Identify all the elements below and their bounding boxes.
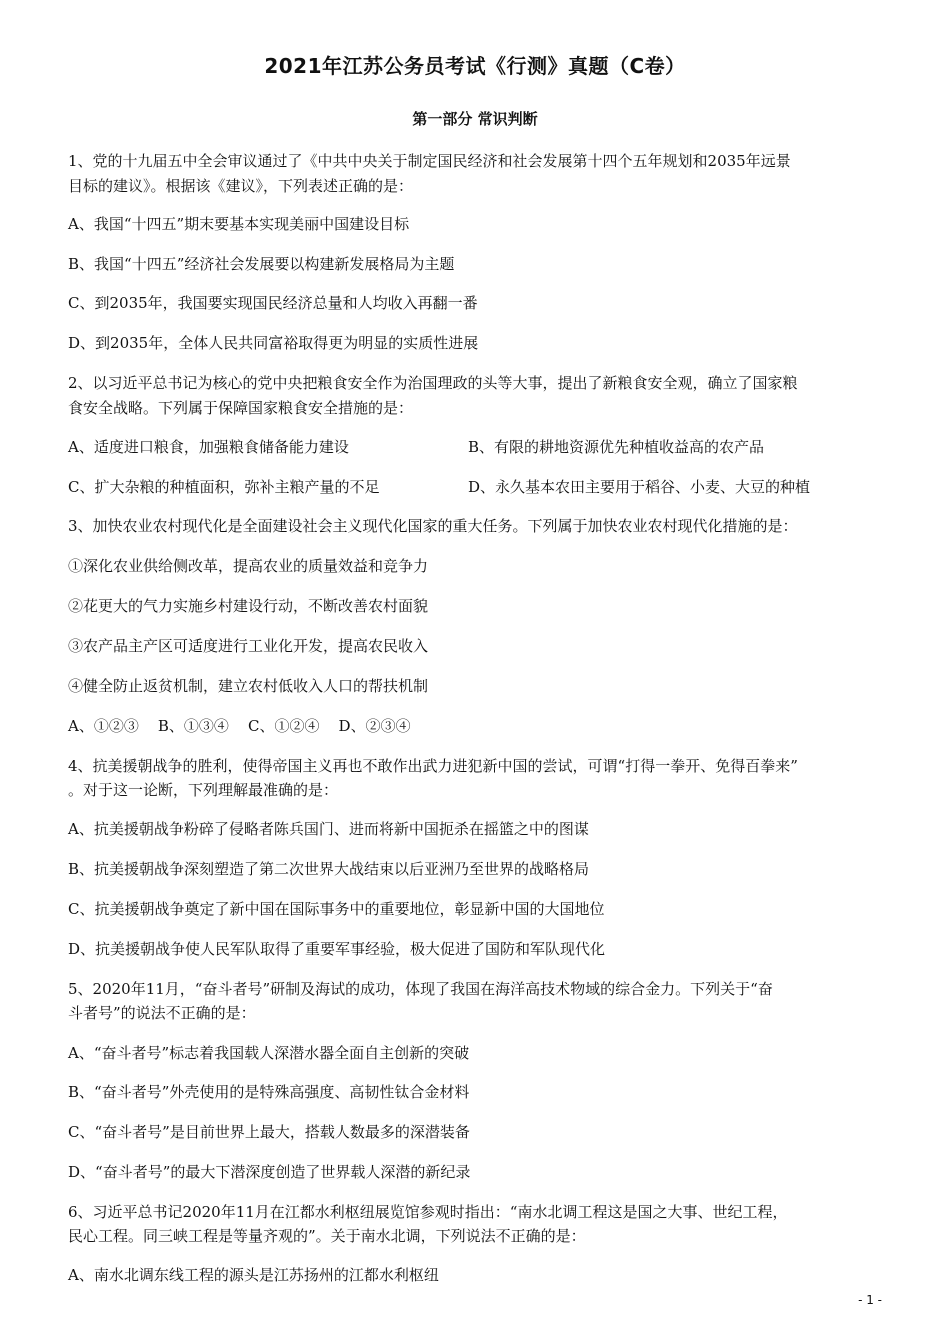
q3-stem: 3、加快农业农村现代化是全面建设社会主义现代化国家的重大任务。下列属于加快农业农村现代化措施的是： xyxy=(68,517,798,535)
q5-option-a: A、“奋斗者号”标志着我国载人深潜水器全面自主创新的突破 xyxy=(68,1044,470,1062)
q1-option-d: D、到2035年，全体人民共同富裕取得更为明显的实质性进展 xyxy=(68,334,479,352)
page-title: 2021年江苏公务员考试《行测》真题（C卷） xyxy=(264,54,686,78)
q3-statement-1: ①深化农业供给侧改革，提高农业的质量效益和竞争力 xyxy=(68,557,429,575)
q1-option-b: B、我国“十四五”经济社会发展要以构建新发展格局为主题 xyxy=(68,255,455,273)
q3-statement-4: ④健全防止返贫机制，建立农村低收入人口的帮扶机制 xyxy=(68,677,429,695)
q3-statement-3: ③农产品主产区可适度进行工业化开发，提高农民收入 xyxy=(68,637,429,655)
q1-stem-line-1: 1、党的十九届五中全会审议通过了《中共中央关于制定国民经济和社会发展第十四个五年规划和2035年远景 xyxy=(68,152,791,170)
q4-stem-line-2: 。对于这一论断，下列理解最准确的是： xyxy=(68,781,339,799)
q2-stem-line-1: 2、以习近平总书记为核心的党中央把粮食安全作为治国理政的头等大事，提出了新粮食安全观，确立了国家粮 xyxy=(68,374,798,392)
q6-stem-line-1: 6、习近平总书记2020年11月在江都水利枢纽展览馆参观时指出：“南水北调工程这是国之大事、世纪工程， xyxy=(68,1203,788,1221)
q4-option-d: D、抗美援朝战争使人民军队取得了重要军事经验，极大促进了国防和军队现代化 xyxy=(68,940,606,958)
q1-option-c: C、到2035年，我国要实现国民经济总量和人均收入再翻一番 xyxy=(68,294,478,312)
q5-option-b: B、“奋斗者号”外壳使用的是特殊高强度、高韧性钛合金材料 xyxy=(68,1083,470,1101)
q6-option-a: A、南水北调东线工程的源头是江苏扬州的江都水利枢纽 xyxy=(68,1266,439,1284)
q3-statement-2: ②花更大的气力实施乡村建设行动，不断改善农村面貌 xyxy=(68,597,429,615)
q4-option-a: A、抗美援朝战争粉碎了侵略者陈兵国门、进而将新中国扼杀在摇篮之中的图谋 xyxy=(68,820,589,838)
q1-option-a: A、我国“十四五”期末要基本实现美丽中国建设目标 xyxy=(68,215,410,233)
q6-stem-line-2: 民心工程。同三峡工程是等量齐观的”。关于南水北调，下列说法不正确的是： xyxy=(68,1227,586,1245)
q5-stem-line-1: 5、2020年11月，“奋斗者号”研制及海试的成功，体现了我国在海洋高技术物域的综合金力。下列关于“奋 xyxy=(68,980,773,998)
q4-stem-line-1: 4、抗美援朝战争的胜利，使得帝国主义再也不敢作出武力进犯新中国的尝试，可谓“打得一拳开、免得百拳来” xyxy=(68,757,798,775)
section-heading: 第一部分 常识判断 xyxy=(412,110,538,128)
q3-options: A、①②③ B、①③④ C、①②④ D、②③④ xyxy=(68,717,411,735)
q2-option-b: B、有限的耕地资源优先种植收益高的农产品 xyxy=(468,438,765,456)
q4-option-b: B、抗美援朝战争深刻塑造了第二次世界大战结束以后亚洲乃至世界的战略格局 xyxy=(68,860,590,878)
q2-option-c: C、扩大杂粮的种植面积，弥补主粮产量的不足 xyxy=(68,478,380,496)
q2-option-a: A、适度进口粮食，加强粮食储备能力建设 xyxy=(68,438,349,456)
q4-option-c: C、抗美援朝战争奠定了新中国在国际事务中的重要地位，彰显新中国的大国地位 xyxy=(68,900,605,918)
q5-stem-line-2: 斗者号”的说法不正确的是： xyxy=(68,1004,256,1022)
q1-stem-line-2: 目标的建议》。根据该《建议》，下列表述正确的是： xyxy=(68,177,414,195)
page-number: - 1 - xyxy=(858,1293,882,1307)
q2-stem-line-2: 食安全战略。下列属于保障国家粮食安全措施的是： xyxy=(68,399,414,417)
q2-option-d: D、永久基本农田主要用于稻谷、小麦、大豆的种植 xyxy=(468,478,811,496)
q5-option-c: C、“奋斗者号”是目前世界上最大，搭载人数最多的深潜装备 xyxy=(68,1123,470,1141)
q5-option-d: D、“奋斗者号”的最大下潜深度创造了世界载人深潜的新纪录 xyxy=(68,1163,471,1181)
